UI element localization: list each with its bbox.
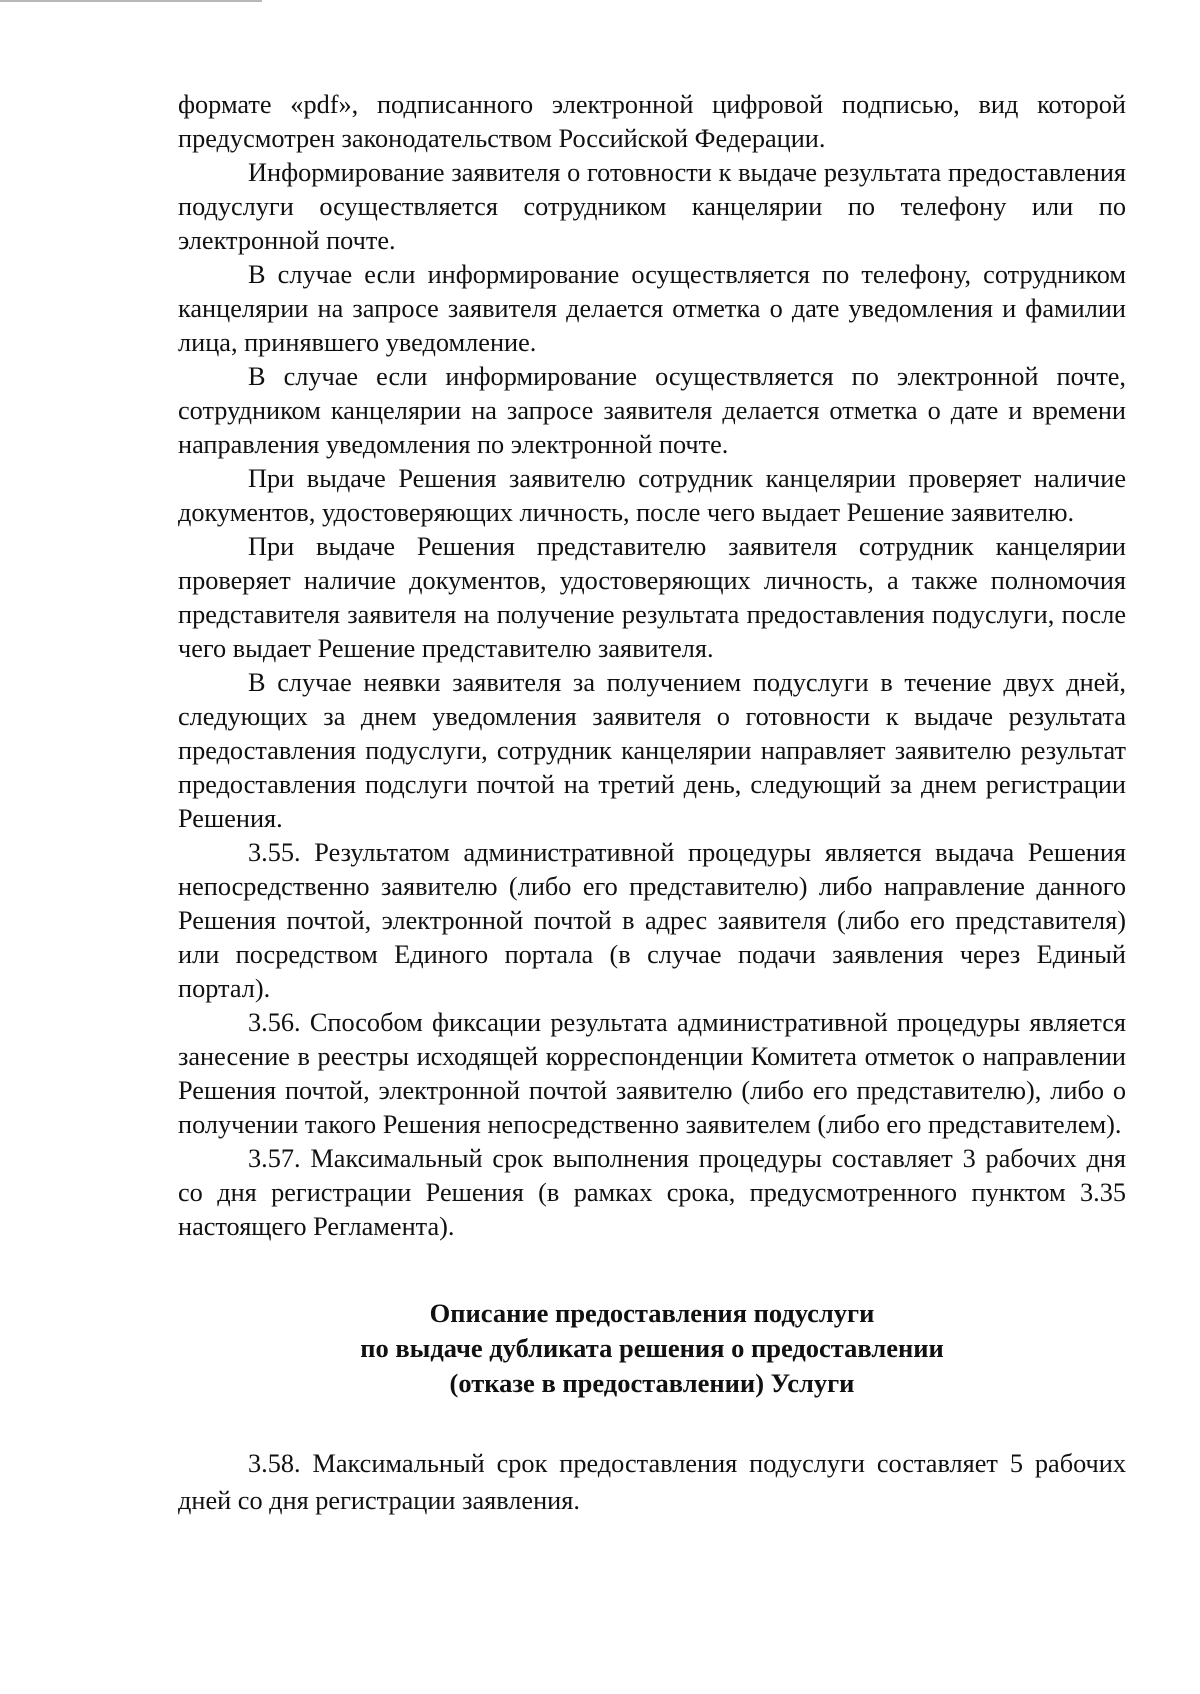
- scan-edge-mark: [0, 0, 262, 2]
- section-heading: [178, 1296, 1126, 1401]
- paragraph-3-58: 3.58. Максимальный срок предоставления подуслуги составляет 5 рабочих дней со дня регистрации заявления.: [178, 1449, 1126, 1515]
- paragraph-informing-email: В случае если информирование осуществляется по электронной почте, сотрудником канцелярии на запросе заявителя делается отметка о дате и времени направления уведомления по электронной почте.: [178, 362, 1126, 459]
- section-heading-line-3: (отказе в предоставлении) Услуги: [449, 1368, 855, 1398]
- section-heading-line-1: Описание предоставления подуслуги: [429, 1298, 875, 1328]
- paragraph-informing-phone: В случае если информирование осуществляется по телефону, сотрудником канцелярии на запросе заявителя делается отметка о дате уведомления и фамилии лица, принявшего уведомление.: [178, 260, 1126, 357]
- paragraph-issue-to-representative: При выдаче Решения представителю заявителя сотрудник канцелярии проверяет наличие документов, удостоверяющих личность, а также полномочия представителя заявителя на получение результата предоставления подуслуги, после чего выдает Решение представителю заявителя.: [178, 532, 1126, 663]
- document-page: [178, 88, 1126, 1519]
- paragraph-no-show: В случае неявки заявителя за получением подуслуги в течение двух дней, следующих за днем уведомления заявителя о готовности к выдаче результата предоставления подуслуги, сотрудник канцелярии направляет заявителю результат предоставления подслуги почтой на третий день, следующий за днем регистрации Решения.: [178, 668, 1126, 833]
- paragraph-3-56: 3.56. Способом фиксации результата административной процедуры является занесение в реестры исходящей корреспонденции Комитета отметок о направлении Решения почтой, электронной почтой заявителю (либо его представителю), либо о получении такого Решения непосредственно заявителем (либо его представителем).: [178, 1008, 1126, 1139]
- paragraph-3-55: 3.55. Результатом административной процедуры является выдача Решения непосредственно заявителю (либо его представителю) либо направление данного Решения почтой, электронной почтой в адрес заявителя (либо его представителя) или посредством Единого портала (в случае подачи заявления через Единый портал).: [178, 838, 1126, 1003]
- paragraph-informing: Информирование заявителя о готовности к выдаче результата предоставления подуслуги осуществляется сотрудником канцелярии по телефону или по электронной почте.: [178, 158, 1126, 255]
- paragraph-3-57: 3.57. Максимальный срок выполнения процедуры составляет 3 рабочих дня со дня регистрации Решения (в рамках срока, предусмотренного пунктом 3.35 настоящего Регламента).: [178, 1144, 1126, 1241]
- section-heading-line-2: по выдаче дубликата решения о предоставлении: [360, 1333, 944, 1363]
- paragraph-pdf-format: формате «pdf», подписанного электронной цифровой подписью, вид которой предусмотрен законодательством Российской Федерации.: [178, 90, 1126, 153]
- paragraph-issue-to-applicant: При выдаче Решения заявителю сотрудник канцелярии проверяет наличие документов, удостоверяющих личность, после чего выдает Решение заявителю.: [178, 464, 1126, 527]
